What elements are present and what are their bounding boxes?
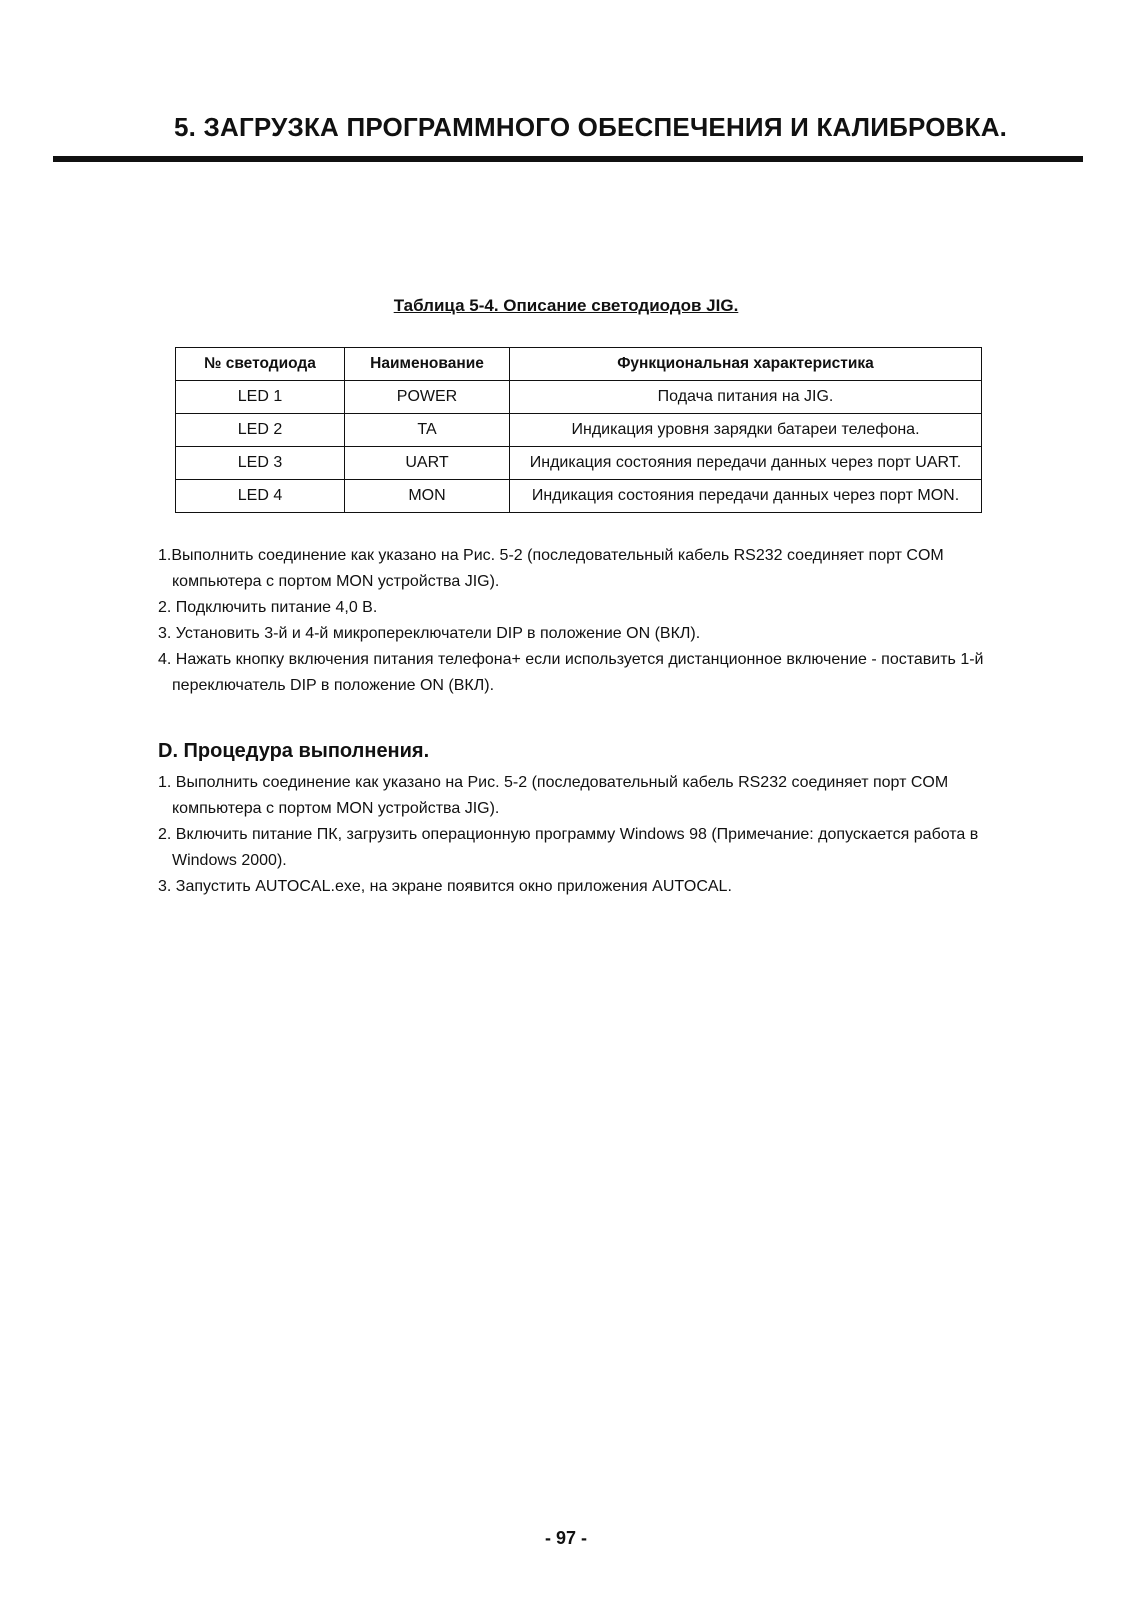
led-function-cell: Подача питания на JIG. [510,381,982,414]
led-number-cell: LED 1 [176,381,345,414]
led-number-cell: LED 4 [176,480,345,513]
chapter-title: 5. ЗАГРУЗКА ПРОГРАММНОГО ОБЕСПЕЧЕНИЯ И КАЛИБРОВКА. [174,112,1008,142]
list-item-continuation: компьютера с портом MON устройства JIG). [172,573,500,590]
led-table [175,347,982,513]
setup-steps-list [158,543,984,699]
led-name-cell: TA [345,414,510,447]
list-item: 2. Подключить питание 4,0 В. [158,599,378,616]
table-row [176,480,982,513]
led-function-cell: Индикация состояния передачи данных через порт MON. [510,480,982,513]
title-rule [53,156,1083,162]
procedure-steps-list [158,770,978,900]
list-item: 1. Выполнить соединение как указано на Рис. 5-2 (последовательный кабель RS232 соединяет порт COM [158,774,949,791]
list-item-continuation: Windows 2000). [172,852,287,869]
list-item-continuation: компьютера с портом MON устройства JIG). [172,800,500,817]
list-item: 3. Запустить AUTOCAL.exe, на экране появится окно приложения AUTOCAL. [158,878,732,895]
led-function-cell: Индикация уровня зарядки батареи телефона. [510,414,982,447]
table-row [176,381,982,414]
led-name-cell: MON [345,480,510,513]
page-number: - 97 - [544,1528,587,1548]
list-item: 1.Выполнить соединение как указано на Рис. 5-2 (последовательный кабель RS232 соединяет порт COM [158,547,944,564]
list-item-continuation: переключатель DIP в положение ON (ВКЛ). [172,677,495,694]
led-number-cell: LED 3 [176,447,345,480]
list-item: 3. Установить 3-й и 4-й микропереключатели DIP в положение ON (ВКЛ). [158,625,701,642]
section-heading: D. Процедура выполнения. [158,740,430,762]
table-header-row [176,348,982,381]
led-name-cell: UART [345,447,510,480]
led-function-cell: Индикация состояния передачи данных через порт UART. [510,447,982,480]
header-name: Наименование [345,348,510,381]
table-caption: Таблица 5-4. Описание светодиодов JIG. [393,296,739,315]
header-led-number: № светодиода [176,348,345,381]
table-row [176,447,982,480]
header-function: Функциональная характеристика [510,348,982,381]
led-number-cell: LED 2 [176,414,345,447]
table-row [176,414,982,447]
list-item: 2. Включить питание ПК, загрузить операционную программу Windows 98 (Примечание: допускается работа в [158,826,979,843]
led-name-cell: POWER [345,381,510,414]
list-item: 4. Нажать кнопку включения питания телефона+ если используется дистанционное включение - поставить 1-й [158,651,984,668]
